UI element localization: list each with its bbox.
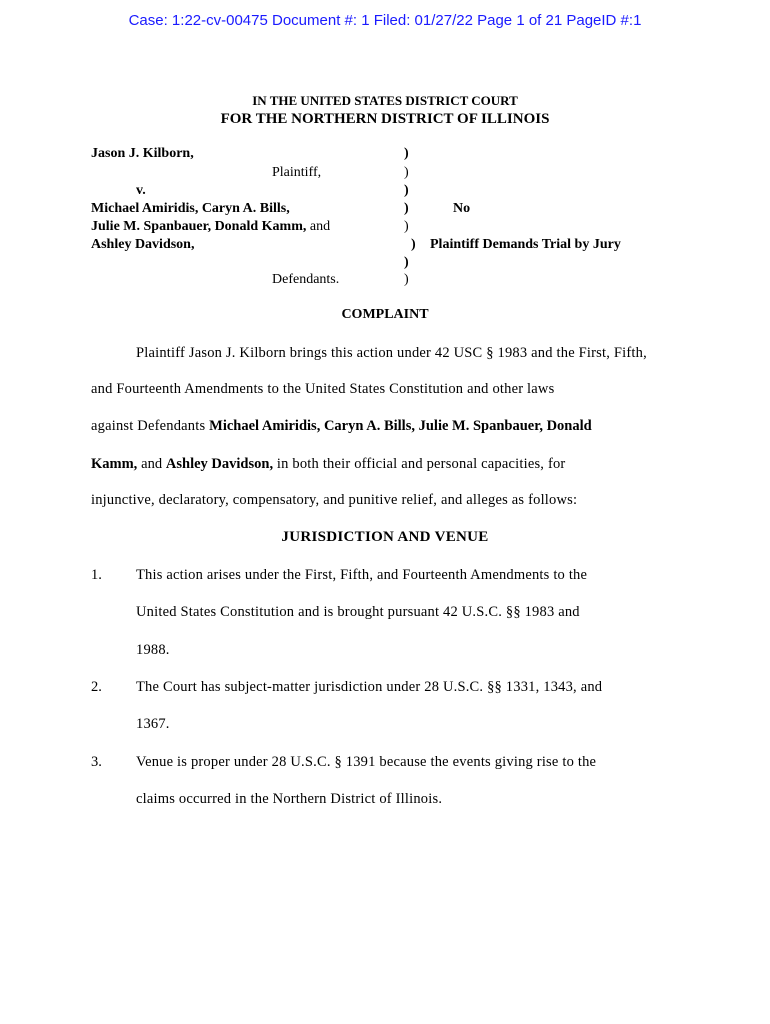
intro-line-4 (91, 456, 565, 473)
intro-line-3-defendants: Michael Amiridis, Caryn A. Bills, Julie M. Spanbauer, Donald (209, 418, 592, 434)
case-number-label: No (453, 201, 471, 216)
intro-line-2: and Fourteenth Amendments to the United States Constitution and other laws (91, 381, 555, 397)
paragraph-3-line-1: Venue is proper under 28 U.S.C. § 1391 because the events giving rise to the (136, 754, 597, 770)
intro-line-4-kamm: Kamm, (91, 456, 138, 472)
caption-paren: ) (404, 165, 409, 180)
jury-demand: Plaintiff Demands Trial by Jury (430, 237, 621, 252)
caption-paren: ) (411, 237, 416, 252)
court-district: FOR THE NORTHERN DISTRICT OF ILLINOIS (220, 111, 550, 127)
paragraph-3-line-2: claims occurred in the Northern District of Illinois. (136, 791, 443, 807)
case-header-stamp: Case: 1:22-cv-00475 Document #: 1 Filed: 01/27/22 Page 1 of 21 PageID #:1 (128, 12, 642, 29)
intro-line-4-rest: in both their official and personal capacities, for (276, 456, 566, 472)
plaintiff-role: Plaintiff, (272, 165, 322, 180)
paragraph-2-line-1: The Court has subject-matter jurisdiction under 28 U.S.C. §§ 1331, 1343, and (136, 679, 603, 695)
defendants-line-2-names: Julie M. Spanbauer, Donald Kamm, (91, 219, 307, 234)
defendants-line-2-and: and (309, 219, 331, 234)
plaintiff-name: Jason J. Kilborn, (91, 146, 194, 161)
defendants-line-2 (91, 219, 330, 235)
paragraph-1-line-3: 1988. (136, 642, 170, 658)
paragraph-number: 2. (91, 679, 102, 695)
caption-paren: ) (404, 183, 409, 198)
intro-line-4-davidson: Ashley Davidson, (165, 456, 274, 472)
caption-paren: ) (404, 201, 409, 216)
document-title: COMPLAINT (341, 307, 429, 322)
section-heading: JURISDICTION AND VENUE (281, 529, 489, 545)
paragraph-2-line-2: 1367. (136, 716, 170, 732)
intro-line-5: injunctive, declaratory, compensatory, and punitive relief, and alleges as follows: (91, 492, 578, 508)
intro-line-3 (91, 418, 592, 435)
caption-paren: ) (404, 146, 409, 161)
caption-paren: ) (404, 219, 409, 234)
paragraph-1-line-1: This action arises under the First, Fifth, and Fourteenth Amendments to the (136, 567, 588, 583)
paragraph-1-line-2: United States Constitution and is brought pursuant 42 U.S.C. §§ 1983 and (136, 604, 580, 620)
court-name: IN THE UNITED STATES DISTRICT COURT (252, 93, 518, 108)
defendants-line-1: Michael Amiridis, Caryn A. Bills, (91, 201, 290, 216)
defendants-role: Defendants. (272, 272, 340, 287)
intro-line-1: Plaintiff Jason J. Kilborn brings this action under 42 USC § 1983 and the First, Fifth, (136, 345, 647, 361)
caption-paren: ) (404, 272, 409, 287)
intro-line-3-plain: against Defendants (91, 418, 206, 434)
intro-line-4-and: and (141, 456, 163, 472)
paragraph-number: 1. (91, 567, 102, 583)
paragraph-number: 3. (91, 754, 102, 770)
defendants-line-3: Ashley Davidson, (91, 237, 195, 252)
caption-paren: ) (404, 255, 409, 270)
versus: v. (136, 183, 146, 198)
